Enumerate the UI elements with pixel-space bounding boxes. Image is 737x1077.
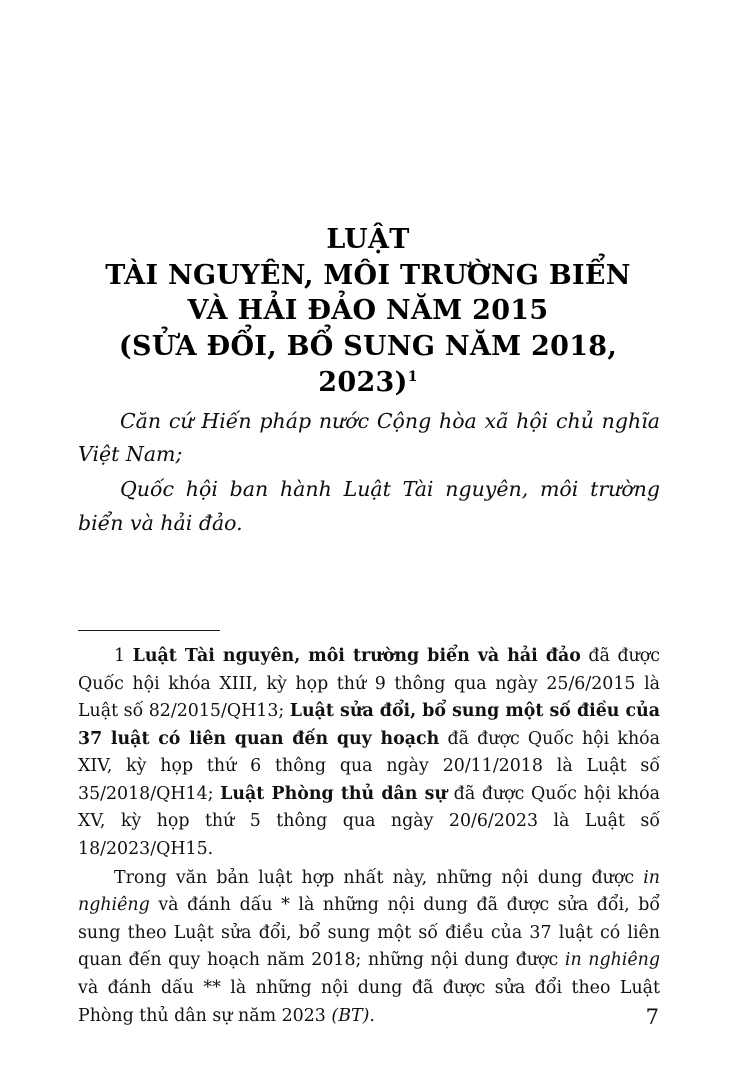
title-line-4-text: (SỬA ĐỔI, BỔ SUNG NĂM 2018, 2023)	[118, 330, 618, 398]
body-paragraph-2: Quốc hội ban hành Luật Tài nguyên, môi trường biển và hải đảo.	[78, 477, 660, 535]
title-line-4	[78, 329, 658, 400]
footnote-text-3: đã được Quốc hội khóa XV, kỳ họp thứ 5 thông qua ngày 20/6/2023 là Luật số 18/2023/QH15.	[78, 783, 660, 860]
footnote-paragraph-1	[78, 643, 660, 864]
footnote-divider	[78, 630, 220, 631]
footnote-bold-1: Luật Tài nguyên, môi trường biển và hải đảo	[132, 646, 581, 666]
footnote	[78, 643, 660, 1030]
title-line-2: TÀI NGUYÊN, MÔI TRƯỜNG BIỂN	[105, 259, 631, 291]
footnote-p2-italic-2: in nghiêng	[564, 950, 660, 971]
footnote-p2-italic-1: in nghiêng	[78, 867, 660, 916]
footnote-p2-text-4: .	[369, 1005, 375, 1026]
page-number: 7	[645, 1005, 659, 1029]
footnote-p2-text-3: và đánh dấu ** là những nội dung đã được sửa đổi theo Luật Phòng thủ dân sự năm 2023	[78, 977, 660, 1026]
footnote-text-2: đã được Quốc hội khóa XIV, kỳ họp thứ 6 thông qua ngày 20/11/2018 là Luật số 35/2018/QH14;	[78, 728, 660, 804]
footnote-p2-italic-3: (BT)	[331, 1005, 370, 1026]
footnote-text-1: đã được Quốc hội khóa XIII, kỳ họp thứ 9 thông qua ngày 25/6/2015 là Luật số 82/2015/QH13;	[78, 646, 660, 722]
body-paragraph-1: Căn cứ Hiến pháp nước Cộng hòa xã hội chủ nghĩa Việt Nam;	[78, 409, 660, 467]
footnote-p2-text-1: Trong văn bản luật hợp nhất này, những nội dung được	[114, 867, 644, 888]
title-footnote-marker: 1	[407, 368, 418, 385]
footnote-p2-text-2: và đánh dấu * là những nội dung đã được sửa đổi, bổ sung theo Luật sửa đổi, bổ sung một số điều của 37 luật có liên quan đến quy hoạch năm 2018; những nội dung được	[78, 895, 660, 971]
title-line-1: LUẬT	[326, 224, 410, 255]
footnote-bold-3: Luật Phòng thủ dân sự	[220, 783, 448, 804]
title-line-3: VÀ HẢI ĐẢO NĂM 2015	[187, 295, 549, 327]
footnote-paragraph-2	[78, 865, 660, 1030]
page-title	[78, 222, 658, 400]
footnote-marker: 1	[114, 646, 126, 666]
body-text	[78, 405, 660, 542]
footnote-bold-2: Luật sửa đổi, bổ sung một số điều của 37 luật có liên quan đến quy hoạch	[78, 701, 660, 749]
